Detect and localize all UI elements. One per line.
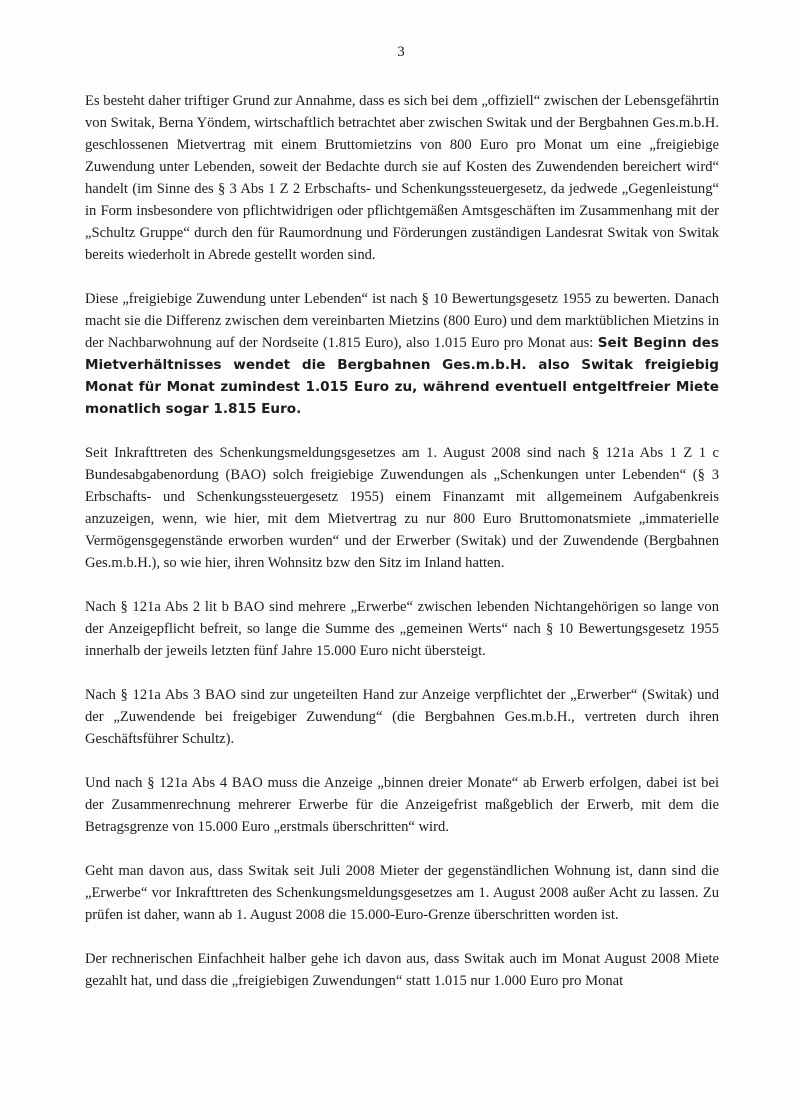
paragraph-2-text: Diese „freigiebige Zuwendung unter Lebenden“ ist nach § 10 Bewertungsgesetz 1955 zu bewerten. Danach macht sie die Differenz zwischen dem vereinbarten Mietzins (800 Euro) und dem marktüblichen Mietzins in der Nachbarwohnung auf der Nordseite (1.815 Euro), also 1.015 Euro pro Monat aus: [85,291,719,351]
paragraph-3 [85,442,719,574]
paragraph-6-text: Und nach § 121a Abs 4 BAO muss die Anzeige „binnen dreier Monate“ ab Erwerb erfolgen, dabei ist bei der Zusammenrechnung mehrerer Erwerbe für die Anzeigefrist maßgeblich der Erwerb, mit dem die Betragsgrenze von 15.000 Euro „erstmals überschritten“ wird. [85,775,719,835]
paragraph-8 [85,948,719,992]
paragraph-3-text: Seit Inkrafttreten des Schenkungsmeldungsgesetzes am 1. August 2008 sind nach § 121a Abs 1 Z 1 c Bundesabgabenordung (BAO) solch freigiebige Zuwendungen als „Schenkungen unter Lebenden“ (§ 3 Erbschafts- und Schenkungssteuergesetz 1955) einem Finanzamt mit allgemeinem Aufgabenkreis anzuzeigen, wenn, wie hier, mit dem Mietvertrag zu nur 800 Euro Bruttomonatsmiete „immaterielle Vermögensgegenstände erworben wurden“ und der Erwerber (Switak) und der Zuwendende (Bergbahnen Ges.m.b.H.), so wie hier, ihren Wohnsitz bzw den Sitz im Inland hatten. [85,445,719,571]
paragraph-6 [85,772,719,838]
paragraph-5-text: Nach § 121a Abs 3 BAO sind zur ungeteilten Hand zur Anzeige verpflichtet der „Erwerber“ (Switak) und der „Zuwendende bei freigebiger Zuwendung“ (die Bergbahnen Ges.m.b.H., vertreten durch ihren Geschäftsführer Schultz). [85,687,719,747]
paragraph-1-text: Es besteht daher triftiger Grund zur Annahme, dass es sich bei dem „offiziell“ zwischen der Lebensgefährtin von Switak, Berna Yöndem, wirtschaftlich betrachtet aber zwischen Switak und der Bergbahnen Ges.m.b.H. geschlossenen Mietvertrag mit einem Bruttomietzins von 800 Euro pro Monat um eine „freigiebige Zuwendung unter Lebenden, soweit der Bedachte durch sie auf Kosten des Zuwendenden bereichert wird“ handelt (im Sinne des § 3 Abs 1 Z 2 Erbschafts- und Schenkungssteuergesetz, da jedwede „Gegenleistung“ in Form insbesondere von pflichtwidrigen oder pflichtgemäßen Amtsgeschäften im Zusammenhang mit der „Schultz Gruppe“ durch den für Raumordnung und Förderungen zuständigen Landesrat Switak von Switak bereits wiederholt in Abrede gestellt worden sind. [85,93,719,263]
paragraph-7-text: Geht man davon aus, dass Switak seit Juli 2008 Mieter der gegenständlichen Wohnung ist, dann sind die „Erwerbe“ vor Inkrafttreten des Schenkungsmeldungsgesetzes am 1. August 2008 außer Acht zu lassen. Zu prüfen ist daher, wann ab 1. August 2008 die 15.000-Euro-Grenze überschritten worden ist. [85,863,719,923]
paragraph-4-text: Nach § 121a Abs 2 lit b BAO sind mehrere „Erwerbe“ zwischen lebenden Nichtangehörigen so lange von der Anzeigepflicht befreit, so lange die Summe des „gemeinen Werts“ nach § 10 Bewertungsgesetz 1955 innerhalb der jeweils letzten fünf Jahre 15.000 Euro nicht übersteigt. [85,599,719,659]
paragraph-2 [85,288,719,420]
page-number: 3 [397,44,405,60]
paragraph-7 [85,860,719,926]
paragraph-8-text: Der rechnerischen Einfachheit halber gehe ich davon aus, dass Switak auch im Monat August 2008 Miete gezahlt hat, und dass die „freigiebigen Zuwendungen“ statt 1.015 nur 1.000 Euro pro Monat [85,951,719,989]
document-body [85,90,719,1014]
paragraph-4 [85,596,719,662]
paragraph-2-bold-emphasis: Seit Beginn des Mietverhältnisses wendet die Bergbahnen Ges.m.b.H. also Switak freigiebig Monat für Monat zumindest 1.015 Euro zu, während eventuell entgeltfreier Miete monatlich sogar 1.815 Euro. [85,335,719,417]
paragraph-5 [85,684,719,750]
paragraph-1 [85,90,719,266]
